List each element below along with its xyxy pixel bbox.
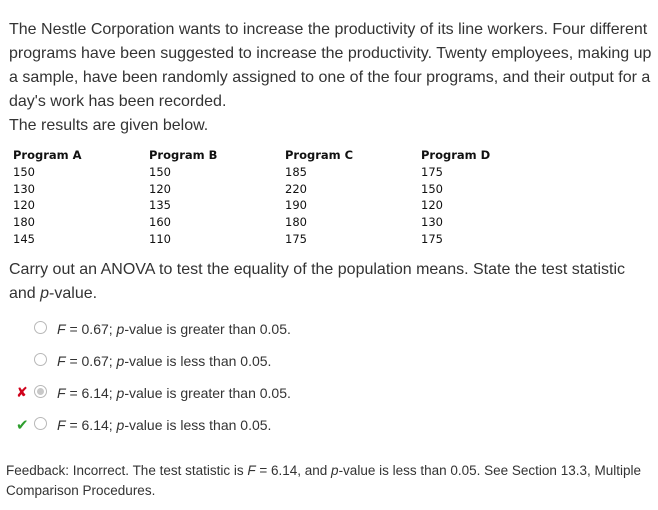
option-radio[interactable] [34,321,47,334]
question-paragraph: The Nestle Corporation wants to increase the productivity of its line workers. Four different programs have been suggested to increase the productivity. Twenty employees, making up a sample, have been randomly assigned to one of the four programs, and their output for a day's work has been recorded. [9,21,652,110]
option-text: -value is less than 0.05. [124,353,272,369]
table-header-row [13,147,557,164]
header-program-a: Program A [13,148,82,162]
table-cell: 120 [13,198,35,213]
header-program-d: Program D [421,148,491,162]
table-cell: 175 [421,231,443,246]
feedback-part: -value is less than 0.05. See Section 13.3, Multiple Comparison Procedures. [6,463,641,498]
table-cell: 120 [149,181,171,196]
prompt-p-variable: p [40,285,50,302]
option-radio[interactable] [34,353,47,366]
header-program-c: Program C [285,148,354,162]
program-output-table [13,147,557,248]
header-program-b: Program B [149,148,218,162]
feedback-part: Feedback: Incorrect. The test statistic is [6,463,248,478]
table-cell: 175 [285,231,307,246]
answer-options [0,314,658,442]
p-variable: p [116,321,125,337]
table-cell: 110 [149,231,171,246]
option-label[interactable] [57,384,291,402]
correct-check-icon: ✔ [16,416,29,434]
table-cell: 180 [285,215,307,230]
table-cell: 180 [13,215,35,230]
p-variable: p [116,385,125,401]
f-variable: F [57,321,66,337]
table-row [13,164,557,181]
f-variable: F [57,353,66,369]
option-f-value: = 0.67; [65,321,117,337]
table-row [13,231,557,248]
option-mark [16,321,30,337]
question-text [9,18,653,138]
table-cell: 220 [285,181,307,196]
table-cell: 150 [13,164,35,179]
question-results-intro: The results are given below. [9,117,209,134]
table-cell: 130 [13,181,35,196]
option-radio-selected[interactable] [34,385,47,398]
table-cell: 120 [421,198,443,213]
table-cell: 135 [149,198,171,213]
table-cell: 175 [421,164,443,179]
option-f-value: = 6.14; [65,385,117,401]
answer-option-2[interactable] [0,346,658,378]
feedback-f-variable: F [247,463,256,478]
table-cell: 185 [285,164,307,179]
table-cell: 160 [149,215,171,230]
option-label[interactable] [57,416,271,434]
option-text: -value is greater than 0.05. [124,385,291,401]
table-cell: 150 [421,181,443,196]
table-cell: 130 [421,215,443,230]
option-mark [16,353,30,369]
f-variable: F [57,385,66,401]
table-row [13,214,557,231]
p-variable: p [116,417,125,433]
option-text: -value is greater than 0.05. [124,321,291,337]
option-f-value: = 6.14; [65,417,117,433]
option-text: -value is less than 0.05. [124,417,272,433]
feedback-text [6,461,646,501]
answer-option-1[interactable] [0,314,658,346]
prompt-text-end: -value. [49,285,98,302]
anova-prompt [9,258,654,306]
table-cell: 150 [149,164,171,179]
option-f-value: = 0.67; [65,353,117,369]
option-radio[interactable] [34,417,47,430]
option-label[interactable] [57,320,291,338]
prompt-text: Carry out an ANOVA to test the equality of the population means. State the test statistic and [9,261,626,302]
incorrect-x-icon: ✘ [16,385,28,401]
feedback-part: = 6.14, and [255,463,332,478]
table-row [13,197,557,214]
option-label[interactable] [57,352,271,370]
p-variable: p [116,353,125,369]
table-row [13,181,557,198]
table-cell: 145 [13,231,35,246]
f-variable: F [57,417,66,433]
answer-option-4[interactable] [0,410,658,442]
table-cell: 190 [285,198,307,213]
answer-option-3[interactable] [0,378,658,410]
feedback-p-variable: p [331,463,339,478]
